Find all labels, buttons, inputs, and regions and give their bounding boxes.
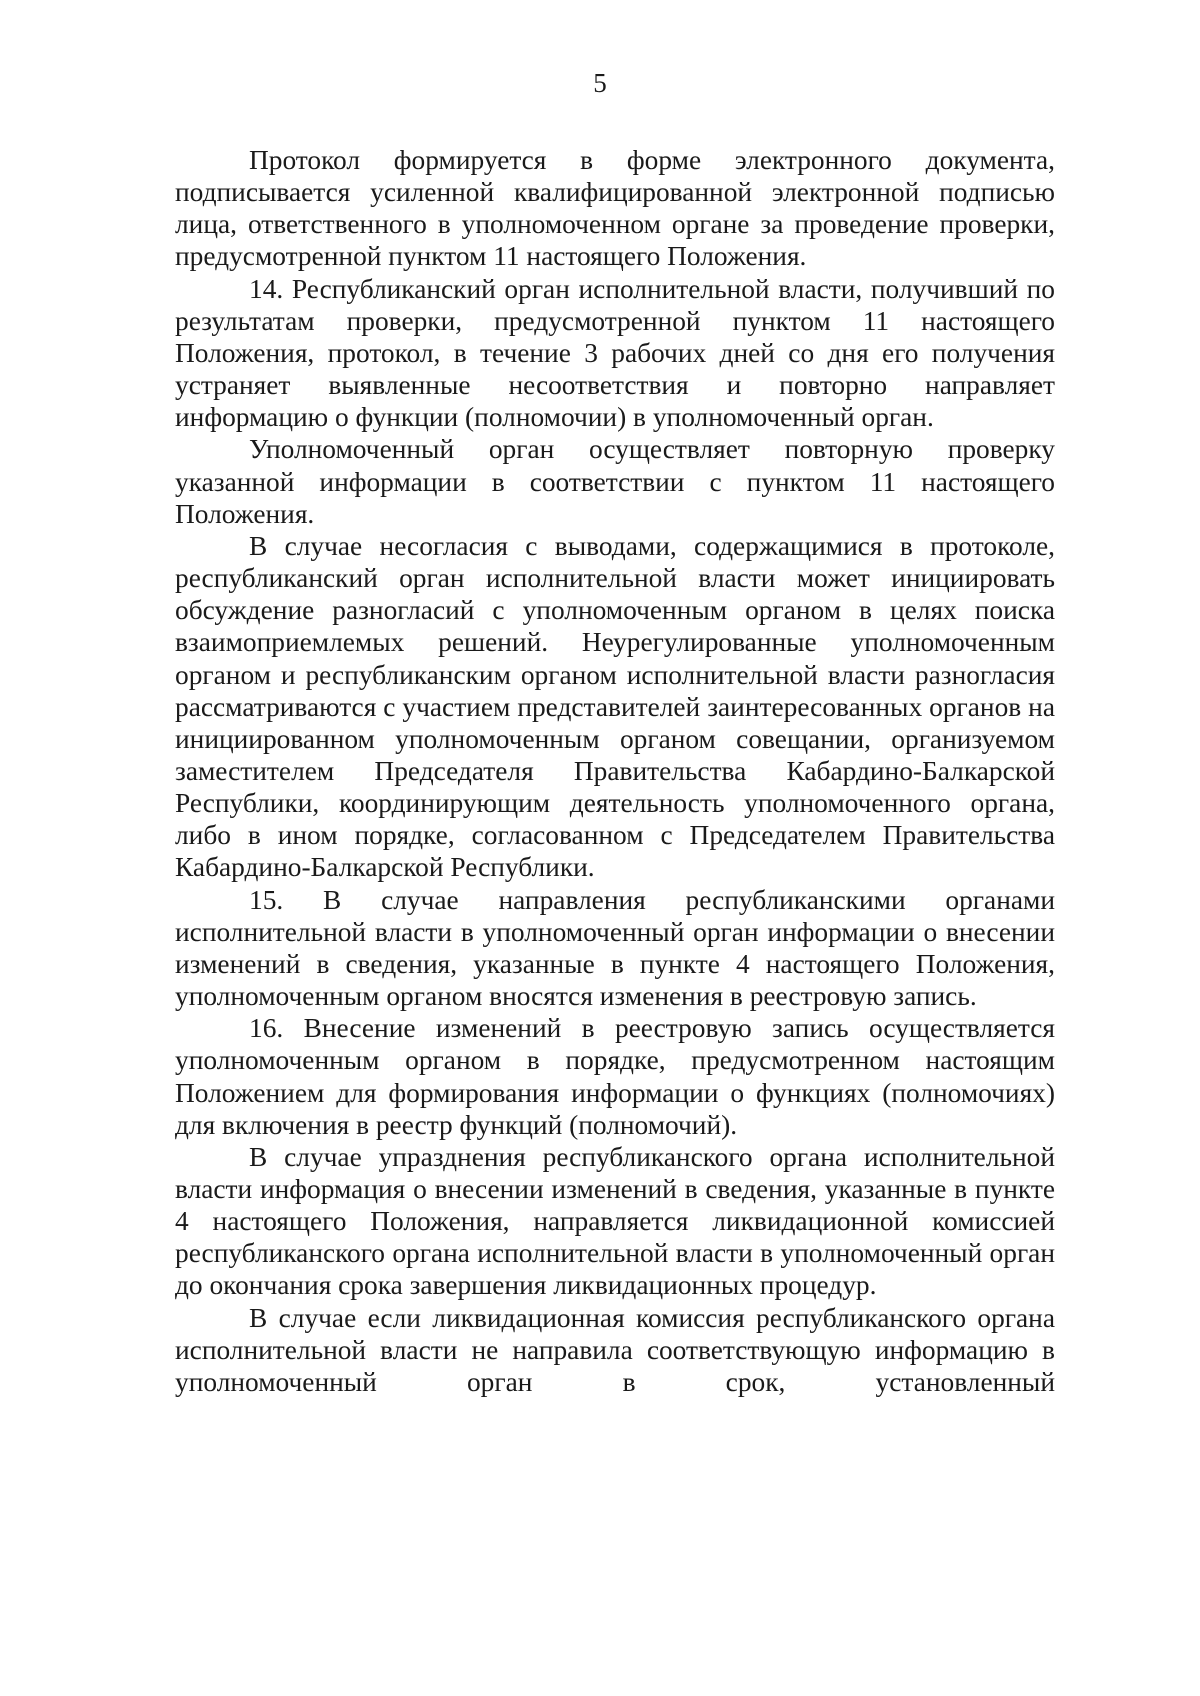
paragraph-liquidation-commission: В случае если ликвидационная комиссия республиканского органа исполнительной власти не направила соответствующую информацию в уполномоченный орган в срок, установленный (175, 1302, 1055, 1397)
paragraph-clause-16: 16. Внесение изменений в реестровую запись осуществляется уполномоченным органом в порядке, предусмотренном настоящим Положением для формирования информации о функциях (полномочиях) для включения в реестр функций (полномочий). (175, 1013, 1055, 1140)
paragraph-protocol-signing: Протокол формируется в форме электронного документа, подписывается усиленной квалифицированной электронной подписью лица, ответственного в уполномоченном органе за проведение проверки, предусмотренной пунктом 11 настоящего Положения. (175, 145, 1055, 272)
paragraph-repeat-check: Уполномоченный орган осуществляет повторную проверку указанной информации в соответствии с пунктом 11 настоящего Положения. (175, 434, 1055, 529)
paragraph-abolition: В случае упразднения республиканского органа исполнительной власти информация о внесении изменений в сведения, указанные в пункте 4 настоящего Положения, направляется ликвидационной комиссией республиканского органа исполнительной власти в уполномоченный орган до окончания срока завершения ликвидационных процедур. (175, 1141, 1055, 1301)
page-number: 5 (593, 68, 607, 98)
paragraph-clause-14: 14. Республиканский орган исполнительной власти, получивший по результатам проверки, предусмотренной пунктом 11 настоящего Положения, протокол, в течение 3 рабочих дней со дня его получения устраняет выявленные несоответствия и повторно направляет информацию о функции (полномочии) в уполномоченный орган. (175, 273, 1055, 433)
paragraph-disagreement: В случае несогласия с выводами, содержащимися в протоколе, республиканский орган исполнительной власти может инициировать обсуждение разногласий с уполномоченным органом в целях поиска взаимоприемлемых решений. Неурегулированные уполномоченным органом и республиканским органом исполнительной власти разногласия рассматриваются с участием представителей заинтересованных органов на инициированном уполномоченным органом совещании, организуемом заместителем Председателя Правительства Кабардино-Балкарской Республики, координирующим деятельность уполномоченного органа, либо в ином порядке, согласованном с Председателем Правительства Кабардино-Балкарской Республики. (175, 530, 1055, 883)
document-body (175, 144, 1055, 1398)
paragraph-clause-15: 15. В случае направления республиканскими органами исполнительной власти в уполномоченный орган информации о внесении изменений в сведения, указанные в пункте 4 настоящего Положения, уполномоченным органом вносятся изменения в реестровую запись. (175, 884, 1055, 1012)
